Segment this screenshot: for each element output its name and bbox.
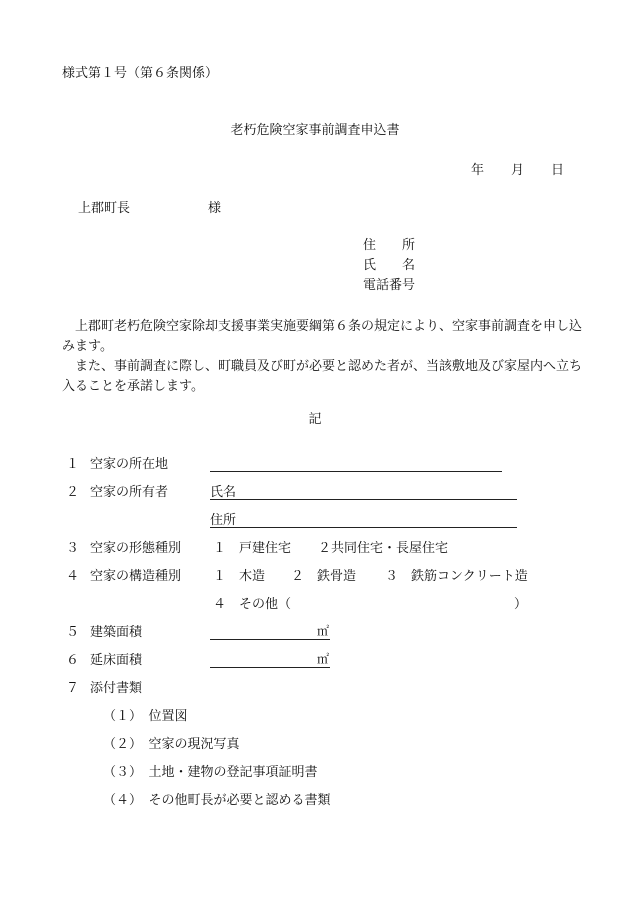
date-year: 年: [471, 163, 485, 178]
item-5-number: ５: [66, 625, 80, 640]
applicant-name-label: 氏 名: [363, 258, 416, 273]
form-number: 様式第１号（第６条関係）: [62, 66, 219, 81]
item-5-unit: ㎡: [317, 624, 330, 638]
attachment-item: （１） 位置図: [103, 709, 188, 724]
body-paragraph-1: 上郡町老朽危険空家除却支援事業実施要綱第６条の規定により、空家事前調査を申し込みます。: [62, 319, 583, 354]
item-2-number: ２: [66, 485, 80, 500]
addressee-name: 上郡町長: [78, 201, 131, 216]
item-3-option-2: ２共同住宅・長屋住宅: [318, 541, 449, 556]
attachment-item: （２） 空家の現況写真: [103, 737, 240, 752]
item-2-label: 空家の所有者: [90, 485, 169, 500]
item-2-owner-address-label: 住所: [210, 513, 237, 528]
item-7-number: ７: [66, 681, 80, 696]
item-7-label: 添付書類: [90, 681, 143, 696]
applicant-address-label: 住 所: [363, 238, 416, 253]
item-4-option-1: １ 木造: [213, 569, 266, 584]
item-3-label: 空家の形態種別: [90, 541, 182, 556]
item-2-owner-name-label: 氏名: [210, 485, 237, 500]
item-1-number: １: [66, 457, 80, 472]
attachment-item: （４） その他町長が必要と認める書類: [103, 793, 331, 808]
ki-heading: 記: [308, 412, 322, 427]
item-4-option-2: ２ 鉄骨造: [291, 569, 357, 584]
item-5-blank-line: [210, 639, 330, 640]
item-6-number: ６: [66, 653, 80, 668]
date-month: 月: [511, 163, 525, 178]
item-4-number: ４: [66, 569, 80, 584]
item-4-option-3: ３ 鉄筋コンクリート造: [385, 569, 528, 584]
item-3-option-1: １ 戸建住宅: [213, 541, 292, 556]
item-2-address-line: [210, 527, 517, 528]
item-6-label: 延床面積: [90, 653, 143, 668]
item-4-option-4: ４ その他（: [213, 597, 292, 612]
date-day: 日: [551, 163, 565, 178]
item-2-name-line: [210, 499, 517, 500]
item-4-option-4-close: ）: [514, 597, 528, 612]
addressee-honorific: 様: [208, 201, 222, 216]
applicant-phone-label: 電話番号: [363, 278, 416, 293]
item-5-label: 建築面積: [90, 625, 143, 640]
item-3-number: ３: [66, 541, 80, 556]
item-6-unit: ㎡: [317, 652, 330, 666]
body-paragraph-2: また、事前調査に際し、町職員及び町が必要と認めた者が、当該敷地及び家屋内へ立ち入ることを承諾します。: [62, 359, 583, 394]
form-title: 老朽危険空家事前調査申込書: [230, 123, 400, 138]
attachment-item: （３） 土地・建物の登記事項証明書: [103, 765, 318, 780]
item-1-label: 空家の所在地: [90, 457, 169, 472]
item-6-blank-line: [210, 667, 330, 668]
item-1-blank-line: [210, 471, 502, 472]
item-4-label: 空家の構造種別: [90, 569, 182, 584]
